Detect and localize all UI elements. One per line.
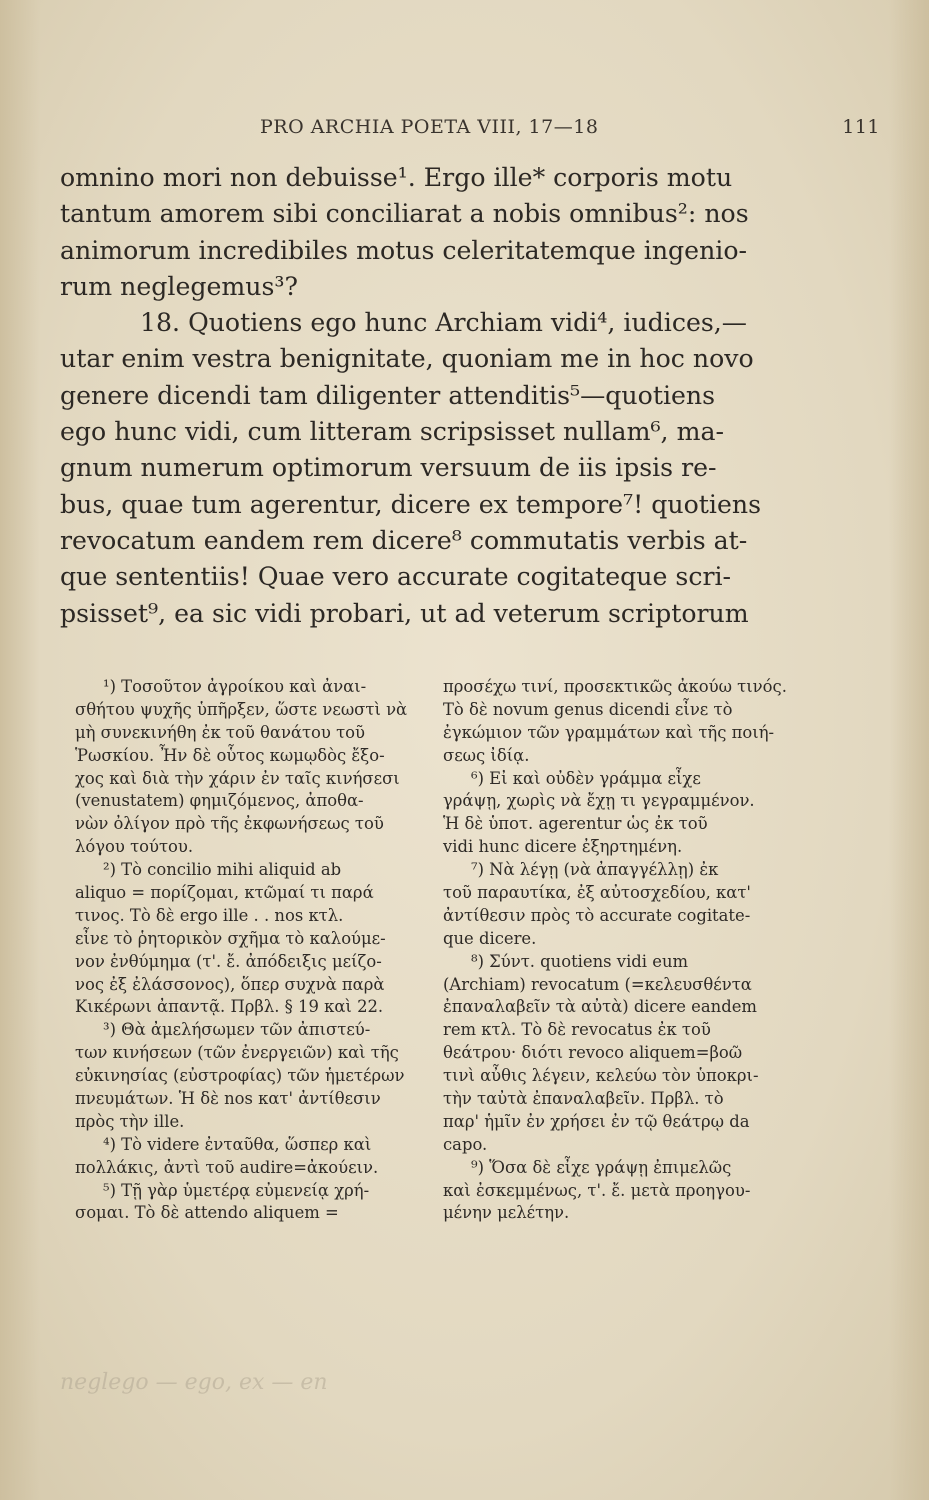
footnote-line: ἐπαναλαβεῖν τὰ αὐτὰ) dicere eandem [443,997,757,1017]
footnote-line: ³) Θὰ ἀμελήσωμεν τῶν ἀπιστεύ- [103,1020,371,1040]
footnote-line: ¹) Τοσοῦτον ἀγροίκου καὶ ἀναι- [103,677,367,696]
footnote-line: σθήτου ψυχῆς ὑπῆρξεν, ὥστε νεωστὶ νὰ [75,699,408,719]
footnote-line: θεάτρου· διότι revoco aliquem=βοῶ [443,1043,743,1063]
footnote-line: ⁹) Ὅσα δὲ εἶχε γράψῃ ἐπιμελῶς [471,1157,732,1177]
footnote-line: πολλάκις, ἀντὶ τοῦ audire=ἀκούειν. [75,1157,379,1177]
footnote-line: Τὸ δὲ novum genus dicendi εἶνε τὸ [443,699,733,719]
footnote-line: σεως ἰδίᾳ. [443,745,530,765]
footnote-line: καὶ ἐσκεμμένως, τ'. ἔ. μετὰ προηγου- [443,1180,751,1200]
main-line: rum neglegemus³? [60,271,299,301]
footnote-line: capo. [443,1134,488,1154]
footnote-line: ⁴) Τὸ videre ἐνταῦθα, ὥσπερ καὶ [103,1134,372,1154]
footnote-line: λόγου τούτου. [75,837,194,857]
main-line: revocatum eandem rem dicere⁸ commutatis verbis at- [60,525,748,555]
footnote-line: Ἡ δὲ ὑποτ. agerentur ὡς ἐκ τοῦ [443,814,708,834]
footnote-line: (Archiam) revocatum (=κελευσθέντα [443,974,752,994]
footnote-line: σομαι. Τὸ δὲ attendo aliquem = [75,1203,339,1223]
footnote-line: vidi hunc dicere ἐξηρτημένη. [443,837,683,857]
main-line: utar enim vestra benignitate, quoniam me in hoc novo [60,344,754,374]
main-line: gnum numerum optimorum versuum de iis ipsis re- [60,453,717,483]
main-line: omnino mori non debuisse¹. Ergo ille* corporis motu [60,163,733,192]
main-line: genere dicendi tam diligenter attenditis⁵—quotiens [60,380,716,410]
footnote-line: νος ἐξ ἐλάσσονος), ὅπερ συχνὰ παρὰ [75,974,385,994]
footnote-line: νὼν ὀλίγον πρὸ τῆς ἐκφωνήσεως τοῦ [75,814,384,834]
running-title: PRO ARCHIA POETA VIII, 17—18 [260,116,599,138]
main-line-paragraph-start: 18. Quotiens ego hunc Archiam vidi⁴, iudices,— [140,308,747,338]
footnotes-left-column [75,676,420,1225]
main-line: psisset⁹, ea sic vidi probari, ut ad veterum scriptorum [60,598,749,628]
footnote-line: πνευμάτων. Ἡ δὲ nos κατ' ἀντίθεσιν [75,1089,381,1109]
main-text [60,160,788,632]
main-line: tantum amorem sibi conciliarat a nobis omnibus²: nos [60,199,749,229]
footnote-line: πρὸς τὴν ille. [75,1111,185,1131]
left-edge-shade [0,0,40,1500]
footnote-line: μὴ συνεκινήθη ἐκ τοῦ θανάτου τοῦ [75,722,365,742]
footnote-line: rem κτλ. Τὸ δὲ revocatus ἐκ τοῦ [443,1020,711,1040]
footnote-line: que dicere. [443,928,537,948]
footnote-line: Ῥωσκίου. Ἦν δὲ οὗτος κωμῳδὸς ἔξο- [75,745,385,765]
main-line: bus, quae tum agerentur, dicere ex tempore⁷! quotiens [60,489,762,519]
footnote-line: παρ' ἡμῖν ἐν χρήσει ἐν τῷ θεάτρῳ da [443,1111,750,1131]
footnote-line: ⁸) Σύντ. quotiens vidi eum [471,951,689,971]
page-number: 111 [842,116,880,138]
footnote-line: τοῦ παραυτίκα, ἐξ αὐτοσχεδίου, κατ' [443,883,751,903]
running-head [60,116,880,146]
footnote-line: εὐκινησίας (εὐστροφίας) τῶν ἡμετέρων [75,1066,405,1086]
footnote-line: εἶνε τὸ ῥητορικὸν σχῆμα τὸ καλούμε- [75,928,386,948]
footnote-line: νον ἐνθύμημα (τ'. ἔ. ἀπόδειξις μείζο- [75,951,382,971]
footnote-line: ⁵) Τῇ γὰρ ὑμετέρᾳ εὐμενείᾳ χρή- [103,1180,370,1200]
main-line: que sententiis! Quae vero accurate cogitateque scri- [60,562,732,592]
main-line: animorum incredibiles motus celeritatemque ingenio- [60,235,748,265]
footnote-line: χος καὶ διὰ τὴν χάριν ἐν ταῖς κινήσεσι [75,768,400,788]
footnote-line: (venustatem) φημιζόμενος, ἀποθα- [75,791,364,811]
footnote-line: Κικέρωνι ἀπαντᾷ. Πρβλ. § 19 καὶ 22. [75,997,384,1017]
footnote-line: aliquo = πορίζομαι, κτῶμαί τι παρά [75,883,374,903]
footnote-line: ⁷) Νὰ λέγῃ (νὰ ἀπαγγέλλῃ) ἐκ [471,860,719,880]
footnote-line: γράψῃ, χωρὶς νὰ ἔχῃ τι γεγραμμένον. [443,791,755,811]
footnote-line: ²) Τὸ concilio mihi aliquid ab [103,860,342,880]
pencil-annotation: neglego — ego, ex — en [60,1370,328,1395]
main-line: ego hunc vidi, cum litteram scripsisset nullam⁶, ma- [60,417,724,447]
footnote-line: προσέχω τινί, προσεκτικῶς ἀκούω τινός. [443,677,787,696]
footnote-line: ἀντίθεσιν πρὸς τὸ accurate cogitate- [443,905,751,925]
footnotes-right-column [443,676,788,1225]
footnote-line: ⁶) Εἰ καὶ οὐδὲν γράμμα εἶχε [471,768,701,788]
right-edge-shade [889,0,929,1500]
footnote-line: ἐγκώμιον τῶν γραμμάτων καὶ τῆς ποιή- [443,722,775,742]
footnote-line: τινὶ αὖθις λέγειν, κελεύω τὸν ὑποκρι- [443,1066,759,1086]
footnote-line: τινος. Τὸ δὲ ergo ille . . nos κτλ. [75,905,344,925]
footnote-line: των κινήσεων (τῶν ἐνεργειῶν) καὶ τῆς [75,1043,399,1063]
footnote-line: τὴν ταὐτὰ ἐπαναλαβεῖν. Πρβλ. τὸ [443,1089,724,1109]
footnote-line: μένην μελέτην. [443,1203,570,1223]
